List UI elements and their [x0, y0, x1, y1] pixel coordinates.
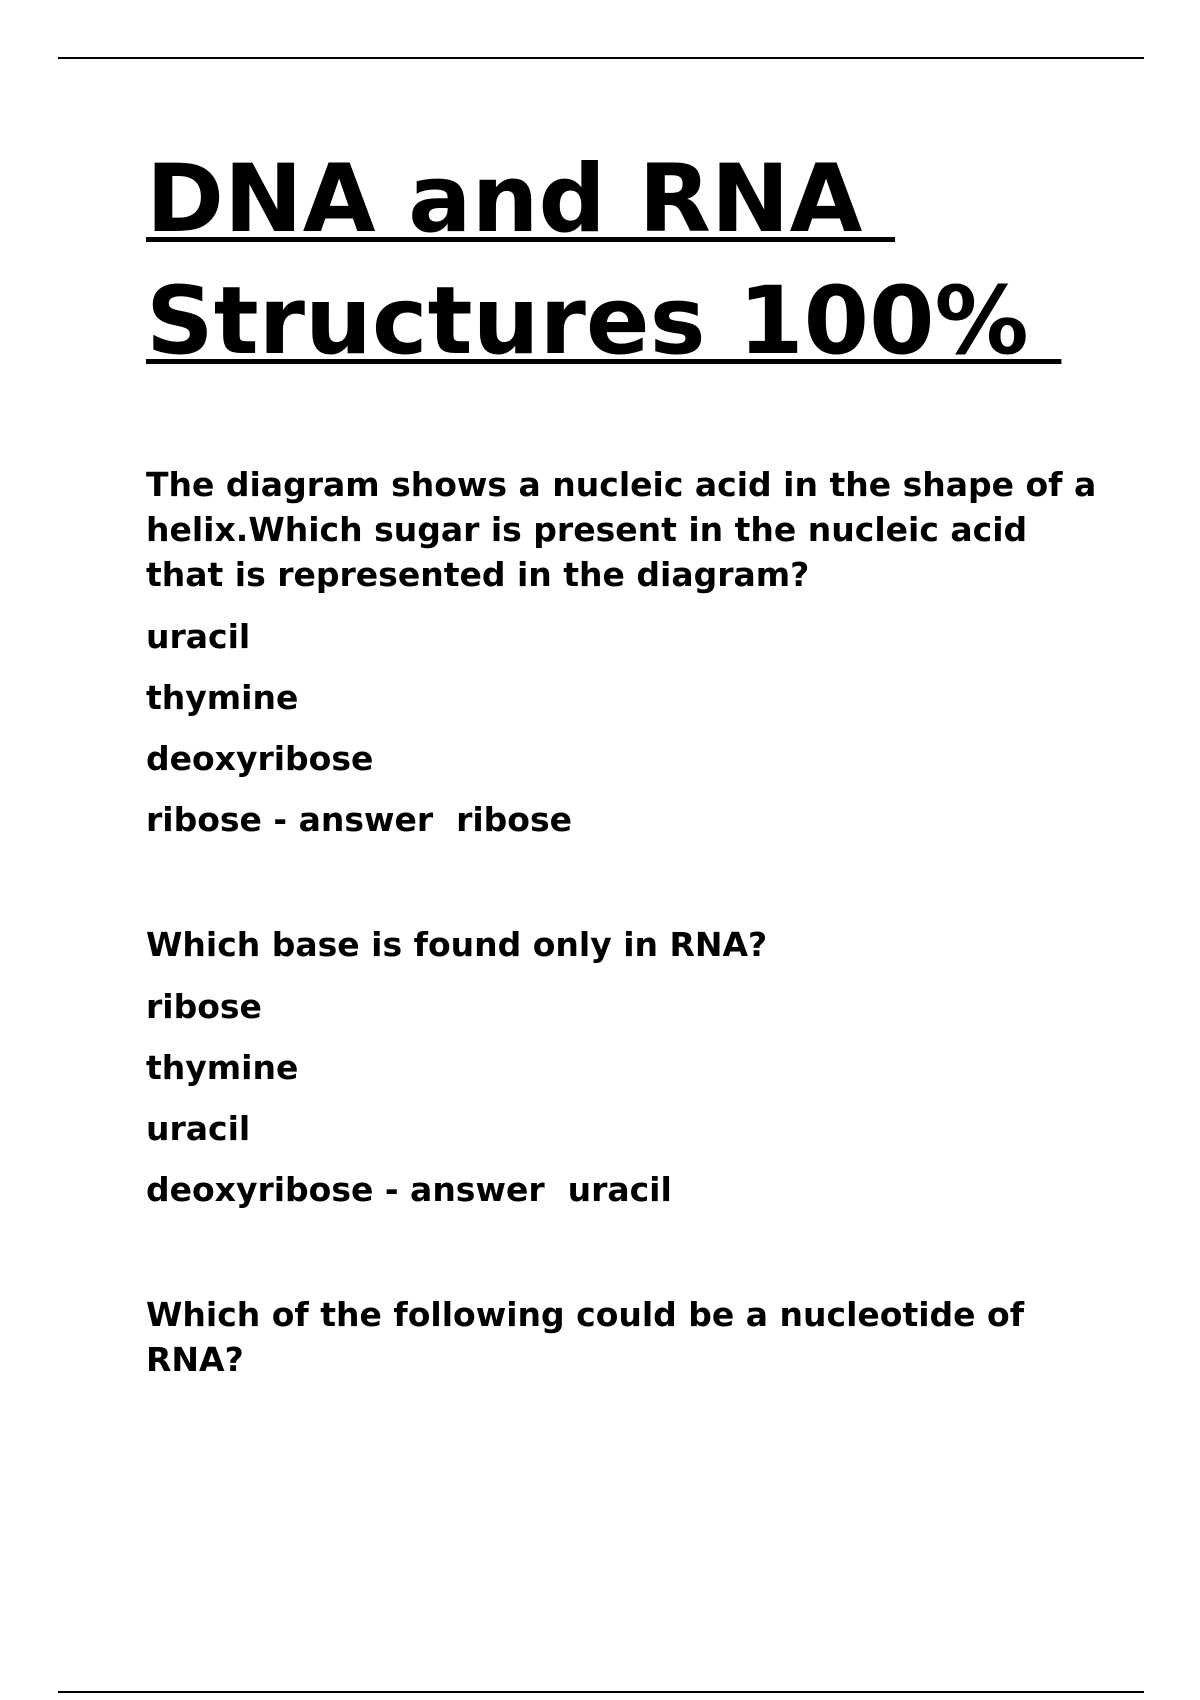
question-block-3	[146, 1292, 1106, 1382]
option-item-with-answer: ribose - answer ribose	[146, 800, 573, 839]
top-divider	[58, 57, 1144, 59]
document-body	[146, 145, 1106, 1462]
option-item: thymine	[146, 678, 299, 717]
option-item: thymine	[146, 1048, 299, 1087]
question-text: The diagram shows a nucleic acid in the shape of a helix.Which sugar is present in the nucleic acid that is represented in the diagram?	[146, 465, 1097, 594]
option-list	[146, 615, 1106, 842]
question-block-1	[146, 462, 1106, 842]
option-item: uracil	[146, 617, 251, 656]
option-item-with-answer: deoxyribose - answer uracil	[146, 1170, 672, 1209]
question-text: Which of the following could be a nucleotide of RNA?	[146, 1295, 1025, 1379]
document-title	[146, 145, 1106, 376]
bottom-divider	[58, 1691, 1144, 1693]
question-text: Which base is found only in RNA?	[146, 925, 768, 964]
question-block-2	[146, 922, 1106, 1212]
option-item: uracil	[146, 1109, 251, 1148]
title-line-2: Structures 100%	[146, 267, 1062, 376]
option-list	[146, 985, 1106, 1212]
title-line-1: DNA and RNA	[146, 145, 896, 254]
option-item: deoxyribose	[146, 739, 374, 778]
option-item: ribose	[146, 987, 262, 1026]
